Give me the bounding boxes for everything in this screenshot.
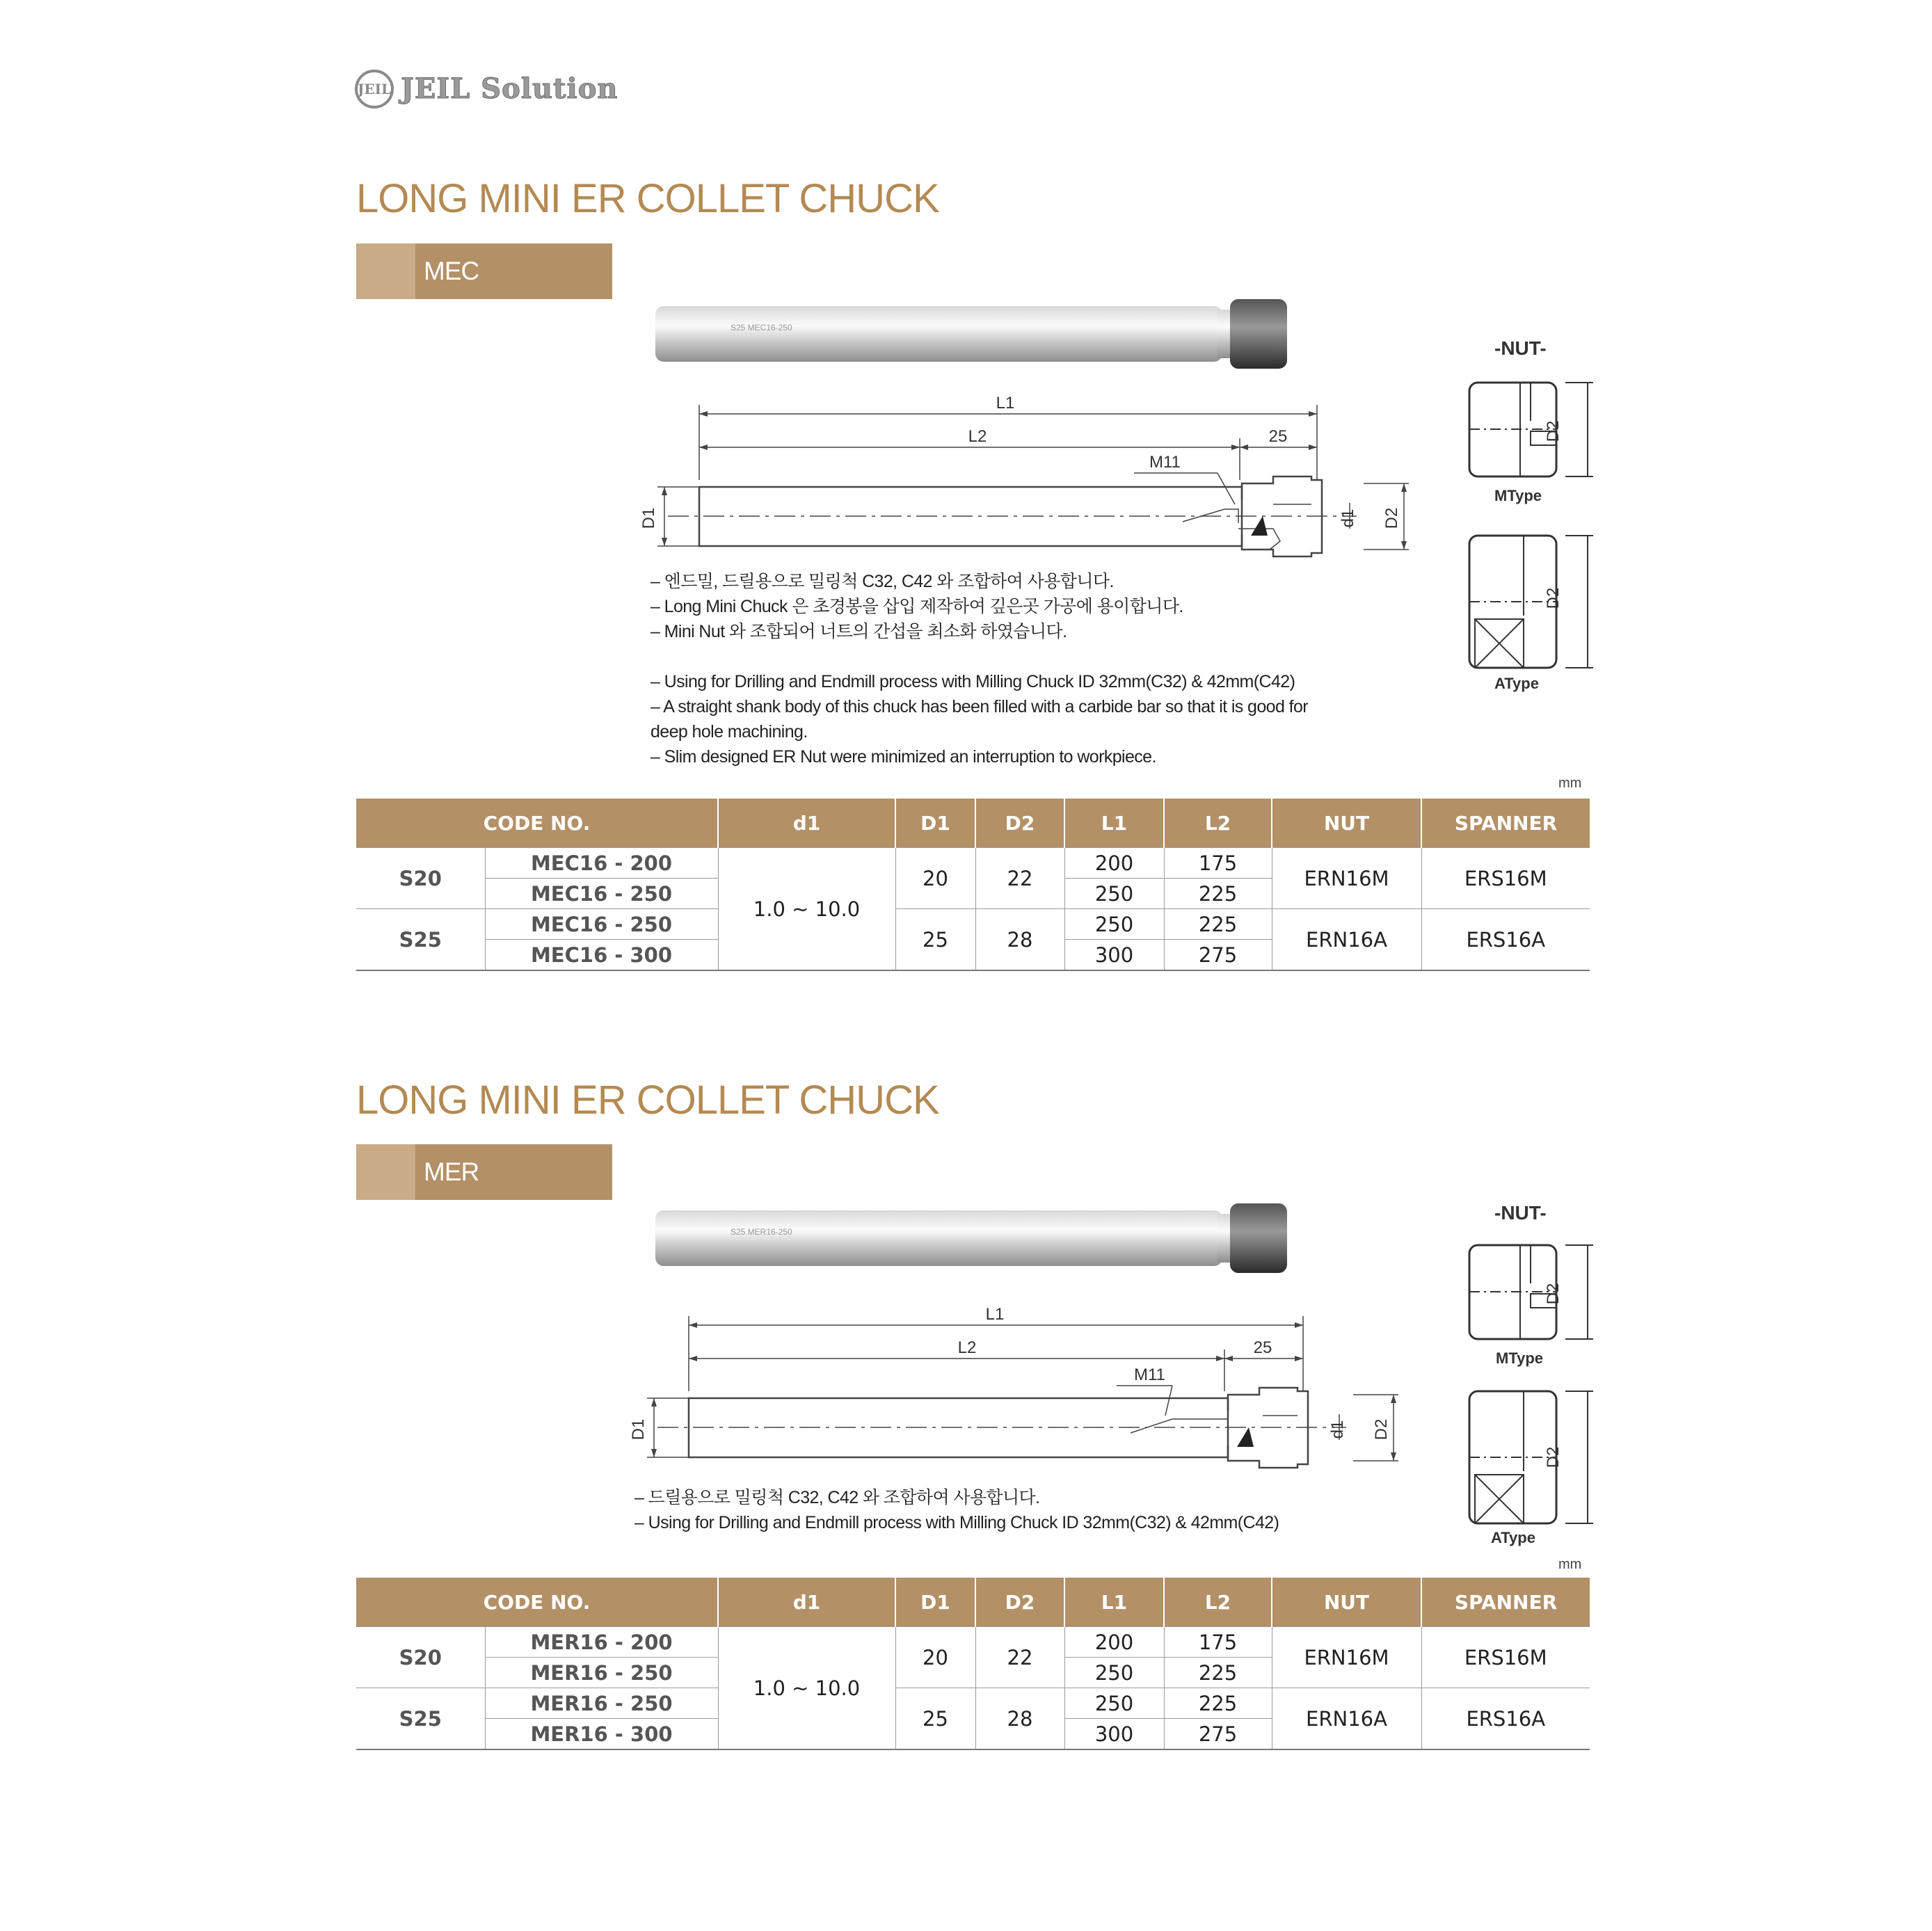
- nut-mtype-D2: D2: [1544, 420, 1563, 442]
- nut-panel-title: -NUT-: [1494, 337, 1547, 359]
- product-tag-label: MEC: [415, 243, 612, 299]
- dim-M11: M11: [1134, 1365, 1165, 1384]
- L1-cell: 300: [1064, 1719, 1164, 1750]
- code-cell: MEC16 - 200: [485, 848, 718, 879]
- header-L2: L2: [1164, 1578, 1272, 1627]
- d1-range-cell: 1.0 ~ 10.0: [718, 848, 895, 971]
- nut-atype-label: AType: [1491, 1529, 1535, 1546]
- header-L1: L1: [1064, 1578, 1164, 1627]
- note-line: – Long Mini Chuck 은 초경봉을 삽입 제작하여 깊은곳 가공에 용이합니다.: [650, 597, 1183, 616]
- dim-L1: L1: [996, 394, 1015, 412]
- nut-cell: ERN16A: [1272, 909, 1421, 971]
- note-line: – 엔드밀, 드릴용으로 밀링척 C32, C42 와 조합하여 사용합니다.: [650, 572, 1114, 591]
- header-code-no: CODE NO.: [356, 1578, 718, 1627]
- L2-cell: 175: [1164, 848, 1272, 879]
- code-cell: MEC16 - 250: [485, 879, 718, 909]
- spanner-cell: ERS16M: [1421, 848, 1590, 909]
- L2-cell: 175: [1164, 1627, 1272, 1658]
- code-cell: MER16 - 250: [485, 1658, 718, 1688]
- D1-cell: 20: [895, 848, 975, 909]
- table-row: [356, 909, 1590, 940]
- d1-range-cell: 1.0 ~ 10.0: [718, 1627, 895, 1750]
- L2-cell: 275: [1164, 940, 1272, 971]
- header-d1: d1: [718, 799, 895, 848]
- D2-cell: 22: [975, 848, 1064, 909]
- header-nut: NUT: [1272, 1578, 1421, 1627]
- note-line: – Mini Nut 와 조합되어 너트의 간섭을 최소화 하였습니다.: [650, 622, 1067, 641]
- dim-D2: D2: [1382, 507, 1401, 529]
- nut-mtype-drawing: [1461, 1242, 1600, 1346]
- unit-label: mm: [1558, 776, 1582, 791]
- header-L2: L2: [1164, 799, 1272, 848]
- L1-cell: 250: [1064, 909, 1164, 940]
- L2-cell: 275: [1164, 1719, 1272, 1750]
- D1-cell: 25: [895, 1688, 975, 1750]
- nut-atype-drawing: [1461, 1388, 1600, 1527]
- nut-cell: ERN16A: [1272, 1688, 1421, 1750]
- product-tag-mec: [356, 243, 612, 299]
- note-line: – 드릴용으로 밀링척 C32, C42 와 조합하여 사용합니다.: [634, 1488, 1040, 1507]
- dim-d1: d1: [1328, 1420, 1347, 1439]
- product-photo-mec: [647, 296, 1343, 376]
- spec-table-mer: [356, 1578, 1590, 1750]
- section-title-mer: LONG MINI ER COLLET CHUCK: [356, 1077, 939, 1123]
- header-D2: D2: [975, 1578, 1064, 1627]
- note-line: – Slim designed ER Nut were minimized an interruption to workpiece.: [650, 747, 1156, 767]
- note-line: – Using for Drilling and Endmill process with Milling Chuck ID 32mm(C32) & 42mm(C42): [650, 672, 1295, 691]
- nut-mtype-D2: D2: [1544, 1283, 1563, 1305]
- nut-mtype-label: MType: [1496, 1349, 1544, 1367]
- D1-cell: 20: [895, 1627, 975, 1688]
- dim-D2: D2: [1372, 1418, 1391, 1441]
- note-line: deep hole machining.: [650, 722, 808, 742]
- notes-mec: [650, 569, 1308, 769]
- table-row: [356, 1688, 1590, 1719]
- product-tag-label: MER: [415, 1144, 612, 1200]
- header-code-no: CODE NO.: [356, 799, 718, 848]
- code-cell: MER16 - 300: [485, 1719, 718, 1750]
- D2-cell: 28: [975, 1688, 1064, 1750]
- L1-cell: 250: [1064, 1658, 1164, 1688]
- L1-cell: 200: [1064, 1627, 1164, 1658]
- header-spanner: SPANNER: [1421, 799, 1590, 848]
- nut-atype-D2: D2: [1544, 1446, 1563, 1468]
- svg-text:S25 MEC16-250: S25 MEC16-250: [731, 323, 792, 332]
- D1-cell: 25: [895, 909, 975, 971]
- D2-cell: 22: [975, 1627, 1064, 1688]
- L1-cell: 300: [1064, 940, 1164, 971]
- header-L1: L1: [1064, 799, 1164, 848]
- header-nut: NUT: [1272, 799, 1421, 848]
- dim-M11: M11: [1149, 453, 1181, 472]
- table-row: [356, 848, 1590, 879]
- nut-cell: ERN16M: [1272, 848, 1421, 909]
- spec-table-mec: [356, 799, 1590, 971]
- nut-mtype-drawing: [1461, 379, 1600, 483]
- unit-label: mm: [1558, 1557, 1582, 1572]
- code-cell: MER16 - 250: [485, 1688, 718, 1719]
- product-photo-mer: [647, 1200, 1343, 1280]
- dim-D1: D1: [629, 1418, 648, 1441]
- dim-D1: D1: [639, 507, 658, 529]
- notes-mer: [634, 1485, 1279, 1535]
- section-title-mec: LONG MINI ER COLLET CHUCK: [356, 176, 939, 221]
- note-line: – A straight shank body of this chuck has been filled with a carbide bar so that it is good for: [650, 697, 1308, 716]
- spanner-cell: ERS16M: [1421, 1627, 1590, 1688]
- header-spanner: SPANNER: [1421, 1578, 1590, 1627]
- L2-cell: 225: [1164, 909, 1272, 940]
- L2-cell: 225: [1164, 879, 1272, 909]
- shank-cell: S20: [356, 848, 485, 909]
- L2-cell: 225: [1164, 1688, 1272, 1719]
- dim-25: 25: [1268, 427, 1288, 446]
- header-d1: d1: [718, 1578, 895, 1627]
- shank-cell: S25: [356, 1688, 485, 1750]
- nut-atype-D2: D2: [1544, 587, 1563, 609]
- dim-L1: L1: [985, 1305, 1005, 1324]
- L2-cell: 225: [1164, 1658, 1272, 1688]
- dim-L2: L2: [957, 1338, 977, 1357]
- dim-25: 25: [1253, 1338, 1272, 1357]
- logo-text: JEIL Solution: [401, 72, 618, 105]
- table-row: [356, 1627, 1590, 1658]
- technical-drawing-mer: [616, 1301, 1423, 1482]
- shank-cell: S25: [356, 909, 485, 971]
- nut-cell: ERN16M: [1272, 1627, 1421, 1688]
- header-D1: D1: [895, 799, 975, 848]
- L1-cell: 200: [1064, 848, 1164, 879]
- product-tag-mer: [356, 1144, 612, 1200]
- nut-mtype-label: MType: [1494, 487, 1542, 504]
- header-D2: D2: [975, 799, 1064, 848]
- technical-drawing-mec: [626, 390, 1433, 570]
- nut-atype-drawing: [1461, 532, 1600, 671]
- code-cell: MER16 - 200: [485, 1627, 718, 1658]
- dim-L2: L2: [968, 427, 987, 446]
- logo-mark: JEIL: [355, 70, 394, 109]
- nut-panel-title: -NUT-: [1494, 1202, 1547, 1224]
- header-D1: D1: [895, 1578, 975, 1627]
- code-cell: MEC16 - 300: [485, 940, 718, 971]
- spanner-cell: ERS16A: [1421, 1688, 1590, 1750]
- nut-atype-label: AType: [1494, 675, 1539, 692]
- svg-text:S25 MER16-250: S25 MER16-250: [731, 1227, 792, 1237]
- L1-cell: 250: [1064, 1688, 1164, 1719]
- L1-cell: 250: [1064, 879, 1164, 909]
- dim-d1: d1: [1339, 508, 1357, 528]
- code-cell: MEC16 - 250: [485, 909, 718, 940]
- spanner-cell: ERS16A: [1421, 909, 1590, 971]
- D2-cell: 28: [975, 909, 1064, 971]
- shank-cell: S20: [356, 1627, 485, 1688]
- note-line: – Using for Drilling and Endmill process with Milling Chuck ID 32mm(C32) & 42mm(C42): [634, 1513, 1279, 1532]
- brand-logo: [355, 66, 661, 111]
